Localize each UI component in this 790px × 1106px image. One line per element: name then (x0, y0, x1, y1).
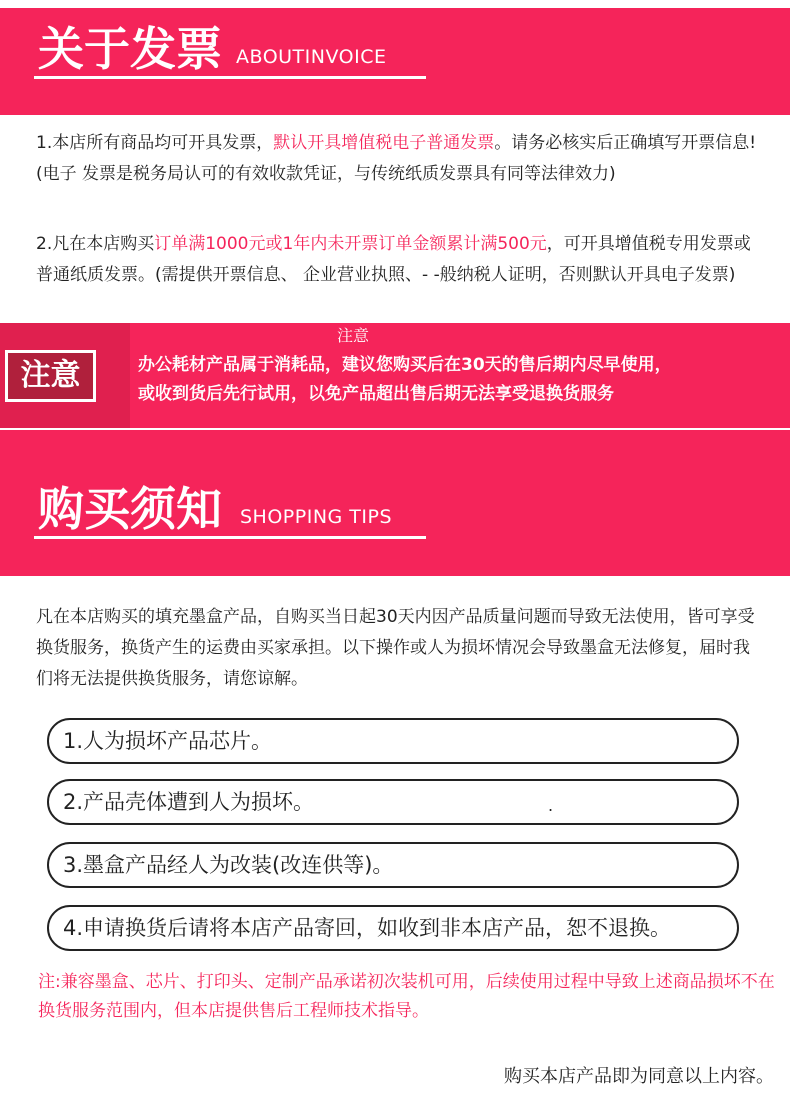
invoice-p1-highlight: 默认开具增值税电子普通发票 (273, 133, 495, 153)
invoice-p1-text-a: 1.本店所有商品均可开具发票， (36, 133, 274, 153)
tips-warning: 注:兼容墨盒、芯片、打印头、定制产品承诺初次装机可用，后续使用过程中导致上述商品损坏不在换货服务范围内，但本店提供售后工程师技术指导。 (38, 972, 775, 1021)
invoice-p2-text-a: 2.凡在本店购买 (36, 234, 155, 254)
tips-item-2: 2.产品壳体遭到人为损坏。 (47, 779, 739, 825)
tips-item-1: 1.人为损坏产品芯片。 (47, 718, 739, 764)
notice-banner (0, 323, 790, 428)
stray-dot: . (548, 796, 554, 815)
invoice-paragraph-1 (36, 128, 766, 190)
notice-small-label: 注意 (337, 326, 370, 345)
invoice-p2-highlight: 订单满1000元或1年内未开票订单金额累计满500元 (154, 234, 547, 254)
invoice-paragraph-2 (36, 229, 766, 291)
notice-line-1: 办公耗材产品属于消耗品，建议您购买后在30天的售后期内尽早使用， (138, 355, 672, 375)
notice-left-panel (0, 323, 130, 428)
tips-item-4: 4.申请换货后请将本店产品寄回，如收到非本店产品，恕不退换。 (47, 905, 739, 951)
tips-footer: 购买本店产品即为同意以上内容。 (504, 1066, 774, 1087)
tips-title-underline (34, 536, 426, 539)
notice-text (138, 351, 672, 409)
invoice-title-underline (34, 76, 426, 79)
notice-line-2: 或收到货后先行试用，以免产品超出售后期无法享受退换货服务 (138, 384, 614, 404)
invoice-p2-text-b: ，可开具增值税专用发票或普通纸质发票。(需提供开票信息、 企业营业执照、- -般纳税人证明，否则默认开具电子发票) (36, 234, 751, 285)
tips-subtitle: SHOPPING TIPS (240, 506, 393, 528)
invoice-p1-text-b: 。请务必核实后正确填写开票信息! (电子 发票是税务局认可的有效收款凭证，与传统纸质发票具有同等法律效力) (36, 133, 757, 184)
invoice-subtitle: ABOUTINVOICE (236, 46, 387, 68)
invoice-header-band (0, 8, 790, 115)
notice-badge: 注意 (5, 350, 96, 402)
tips-title: 购买须知 (38, 482, 222, 536)
tips-intro: 凡在本店购买的填充墨盒产品，自购买当日起30天内因产品质量问题而导致无法使用，皆可享受换货服务，换货产生的运费由买家承担。以下操作或人为损坏情况会导致墨盒无法修复，届时我们将无法提供换货服务，请您谅解。 (36, 607, 755, 689)
tips-header-band (0, 430, 790, 576)
invoice-title: 关于发票 (38, 22, 222, 76)
tips-item-3: 3.墨盒产品经人为改装(改连供等)。 (47, 842, 739, 888)
